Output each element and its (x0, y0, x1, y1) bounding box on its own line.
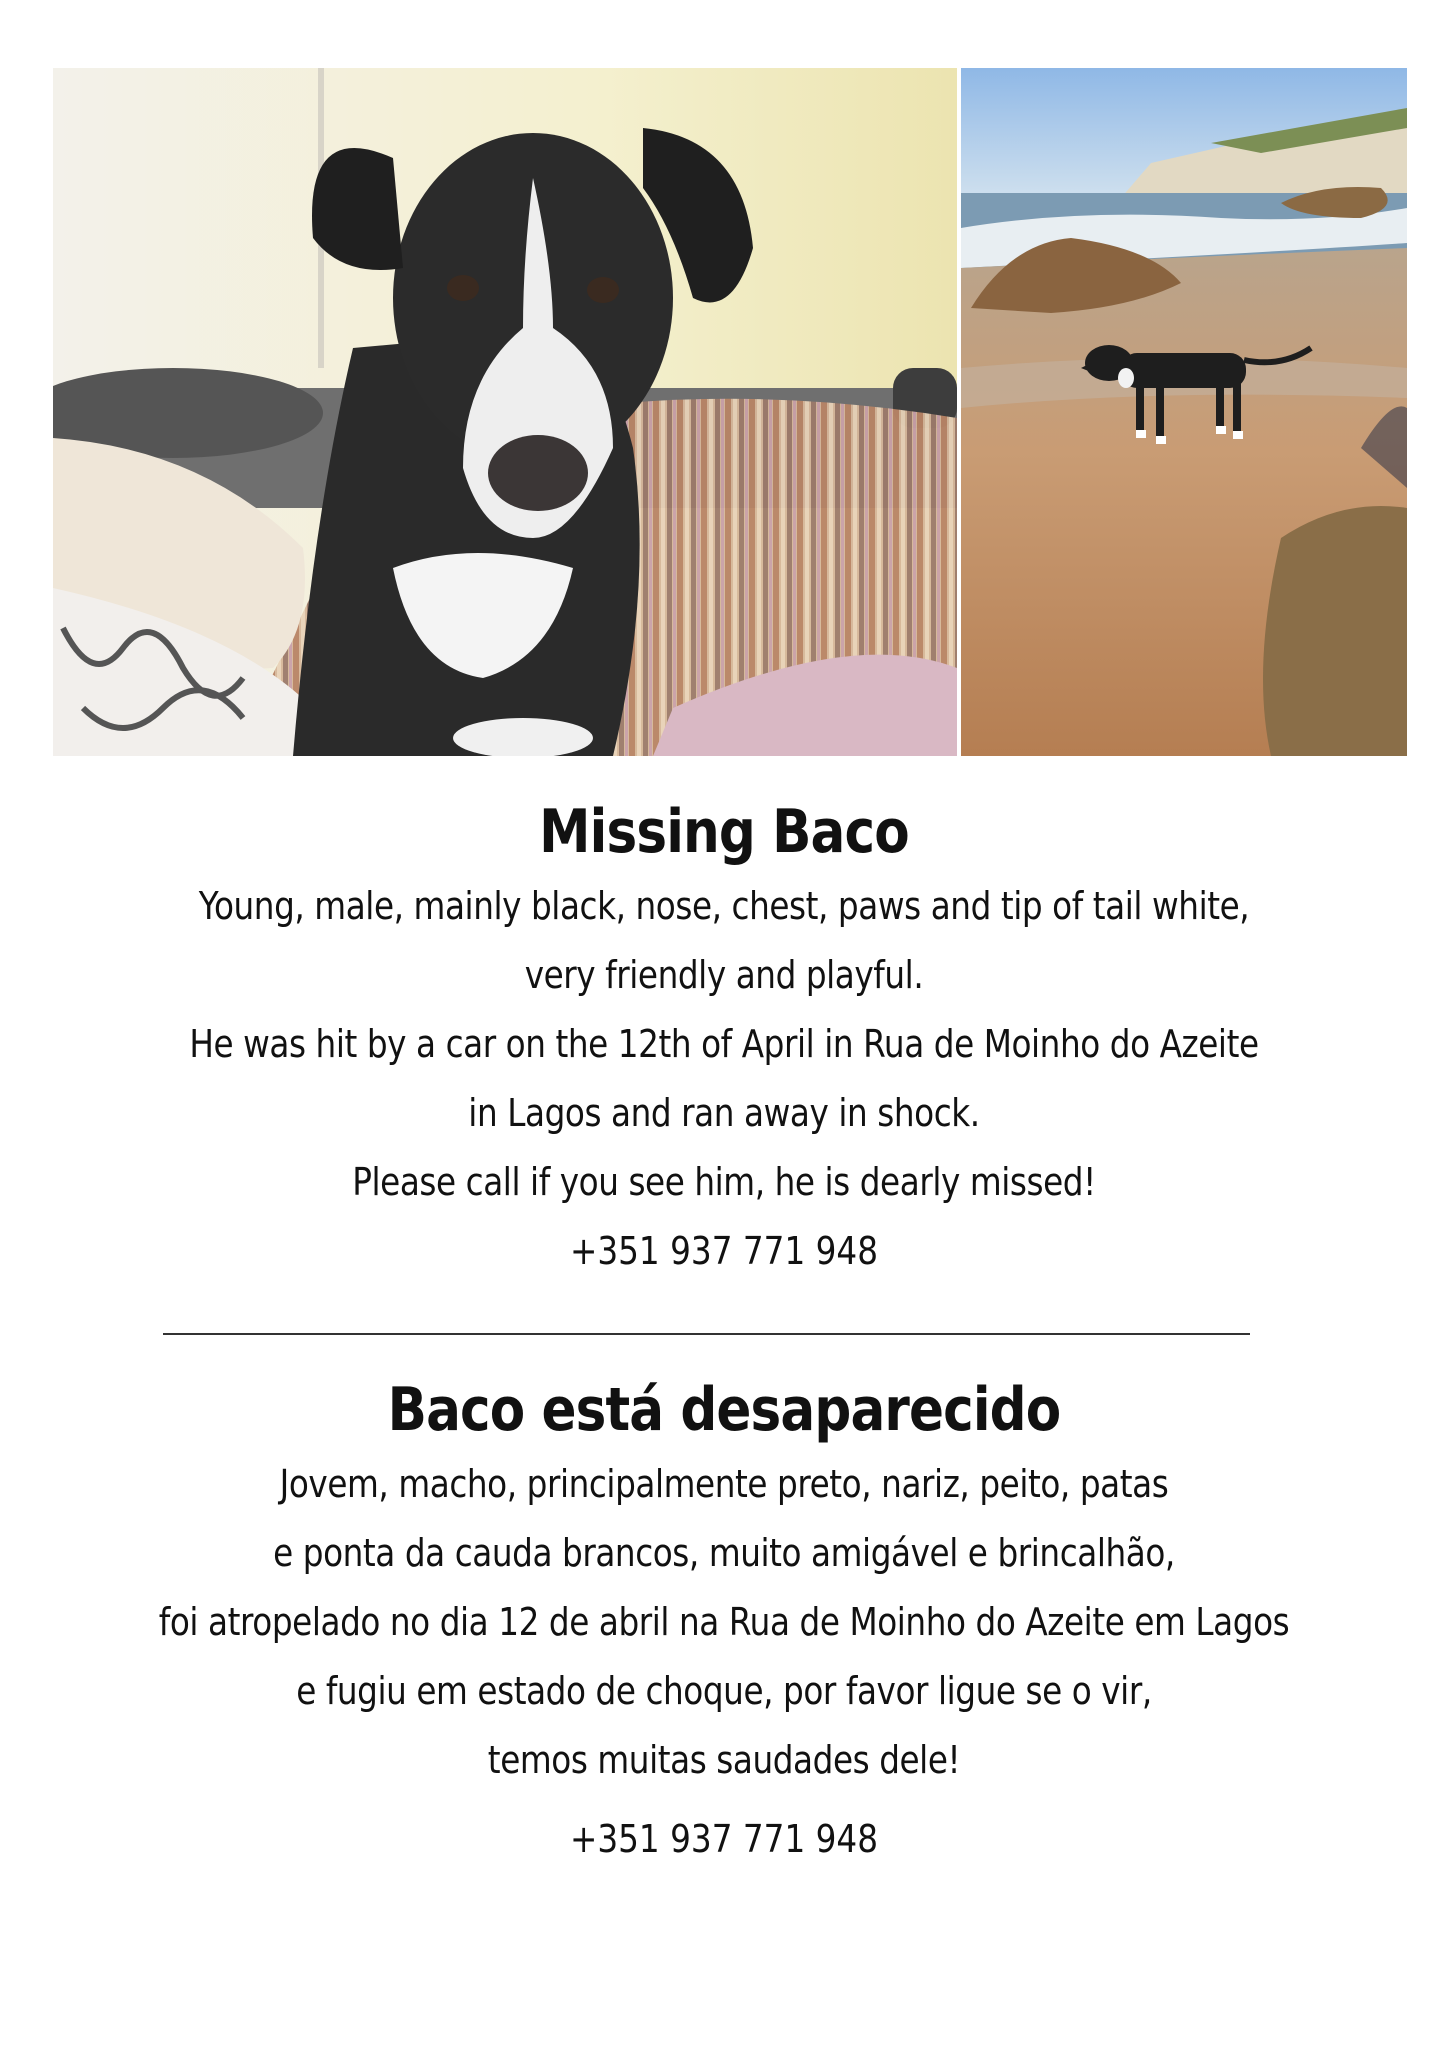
english-line: Young, male, mainly black, nose, chest, paws and tip of tail white, (198, 884, 1250, 928)
portuguese-line: e ponta da cauda brancos, muito amigável e brincalhão, (273, 1531, 1175, 1575)
english-phone-number: +351 937 771 948 (569, 1229, 879, 1273)
portuguese-section (0, 1370, 1448, 1874)
dog-beach-photo (961, 68, 1407, 756)
portuguese-line: temos muitas saudades dele! (487, 1738, 961, 1782)
portuguese-line: foi atropelado no dia 12 de abril na Rua de Moinho do Azeite em Lagos (158, 1600, 1290, 1644)
portuguese-line: Jovem, macho, principalmente preto, nariz, peito, patas (279, 1462, 1169, 1506)
english-line: Please call if you see him, he is dearly missed! (352, 1160, 1096, 1204)
dog-beach-illustration (961, 68, 1407, 756)
english-line: in Lagos and ran away in shock. (468, 1091, 980, 1135)
dog-couch-photo (53, 68, 957, 756)
portuguese-phone-number: +351 937 771 948 (569, 1817, 879, 1861)
english-line: He was hit by a car on the 12th of April in Rua de Moinho do Azeite (189, 1022, 1259, 1066)
english-section (0, 792, 1448, 1286)
dog-couch-illustration (53, 68, 957, 756)
english-line: very friendly and playful. (524, 953, 924, 997)
english-heading: Missing Baco (539, 797, 909, 867)
section-divider (163, 1333, 1250, 1335)
portuguese-line: e fugiu em estado de choque, por favor ligue se o vir, (296, 1669, 1152, 1713)
portuguese-heading: Baco está desaparecido (387, 1375, 1061, 1445)
